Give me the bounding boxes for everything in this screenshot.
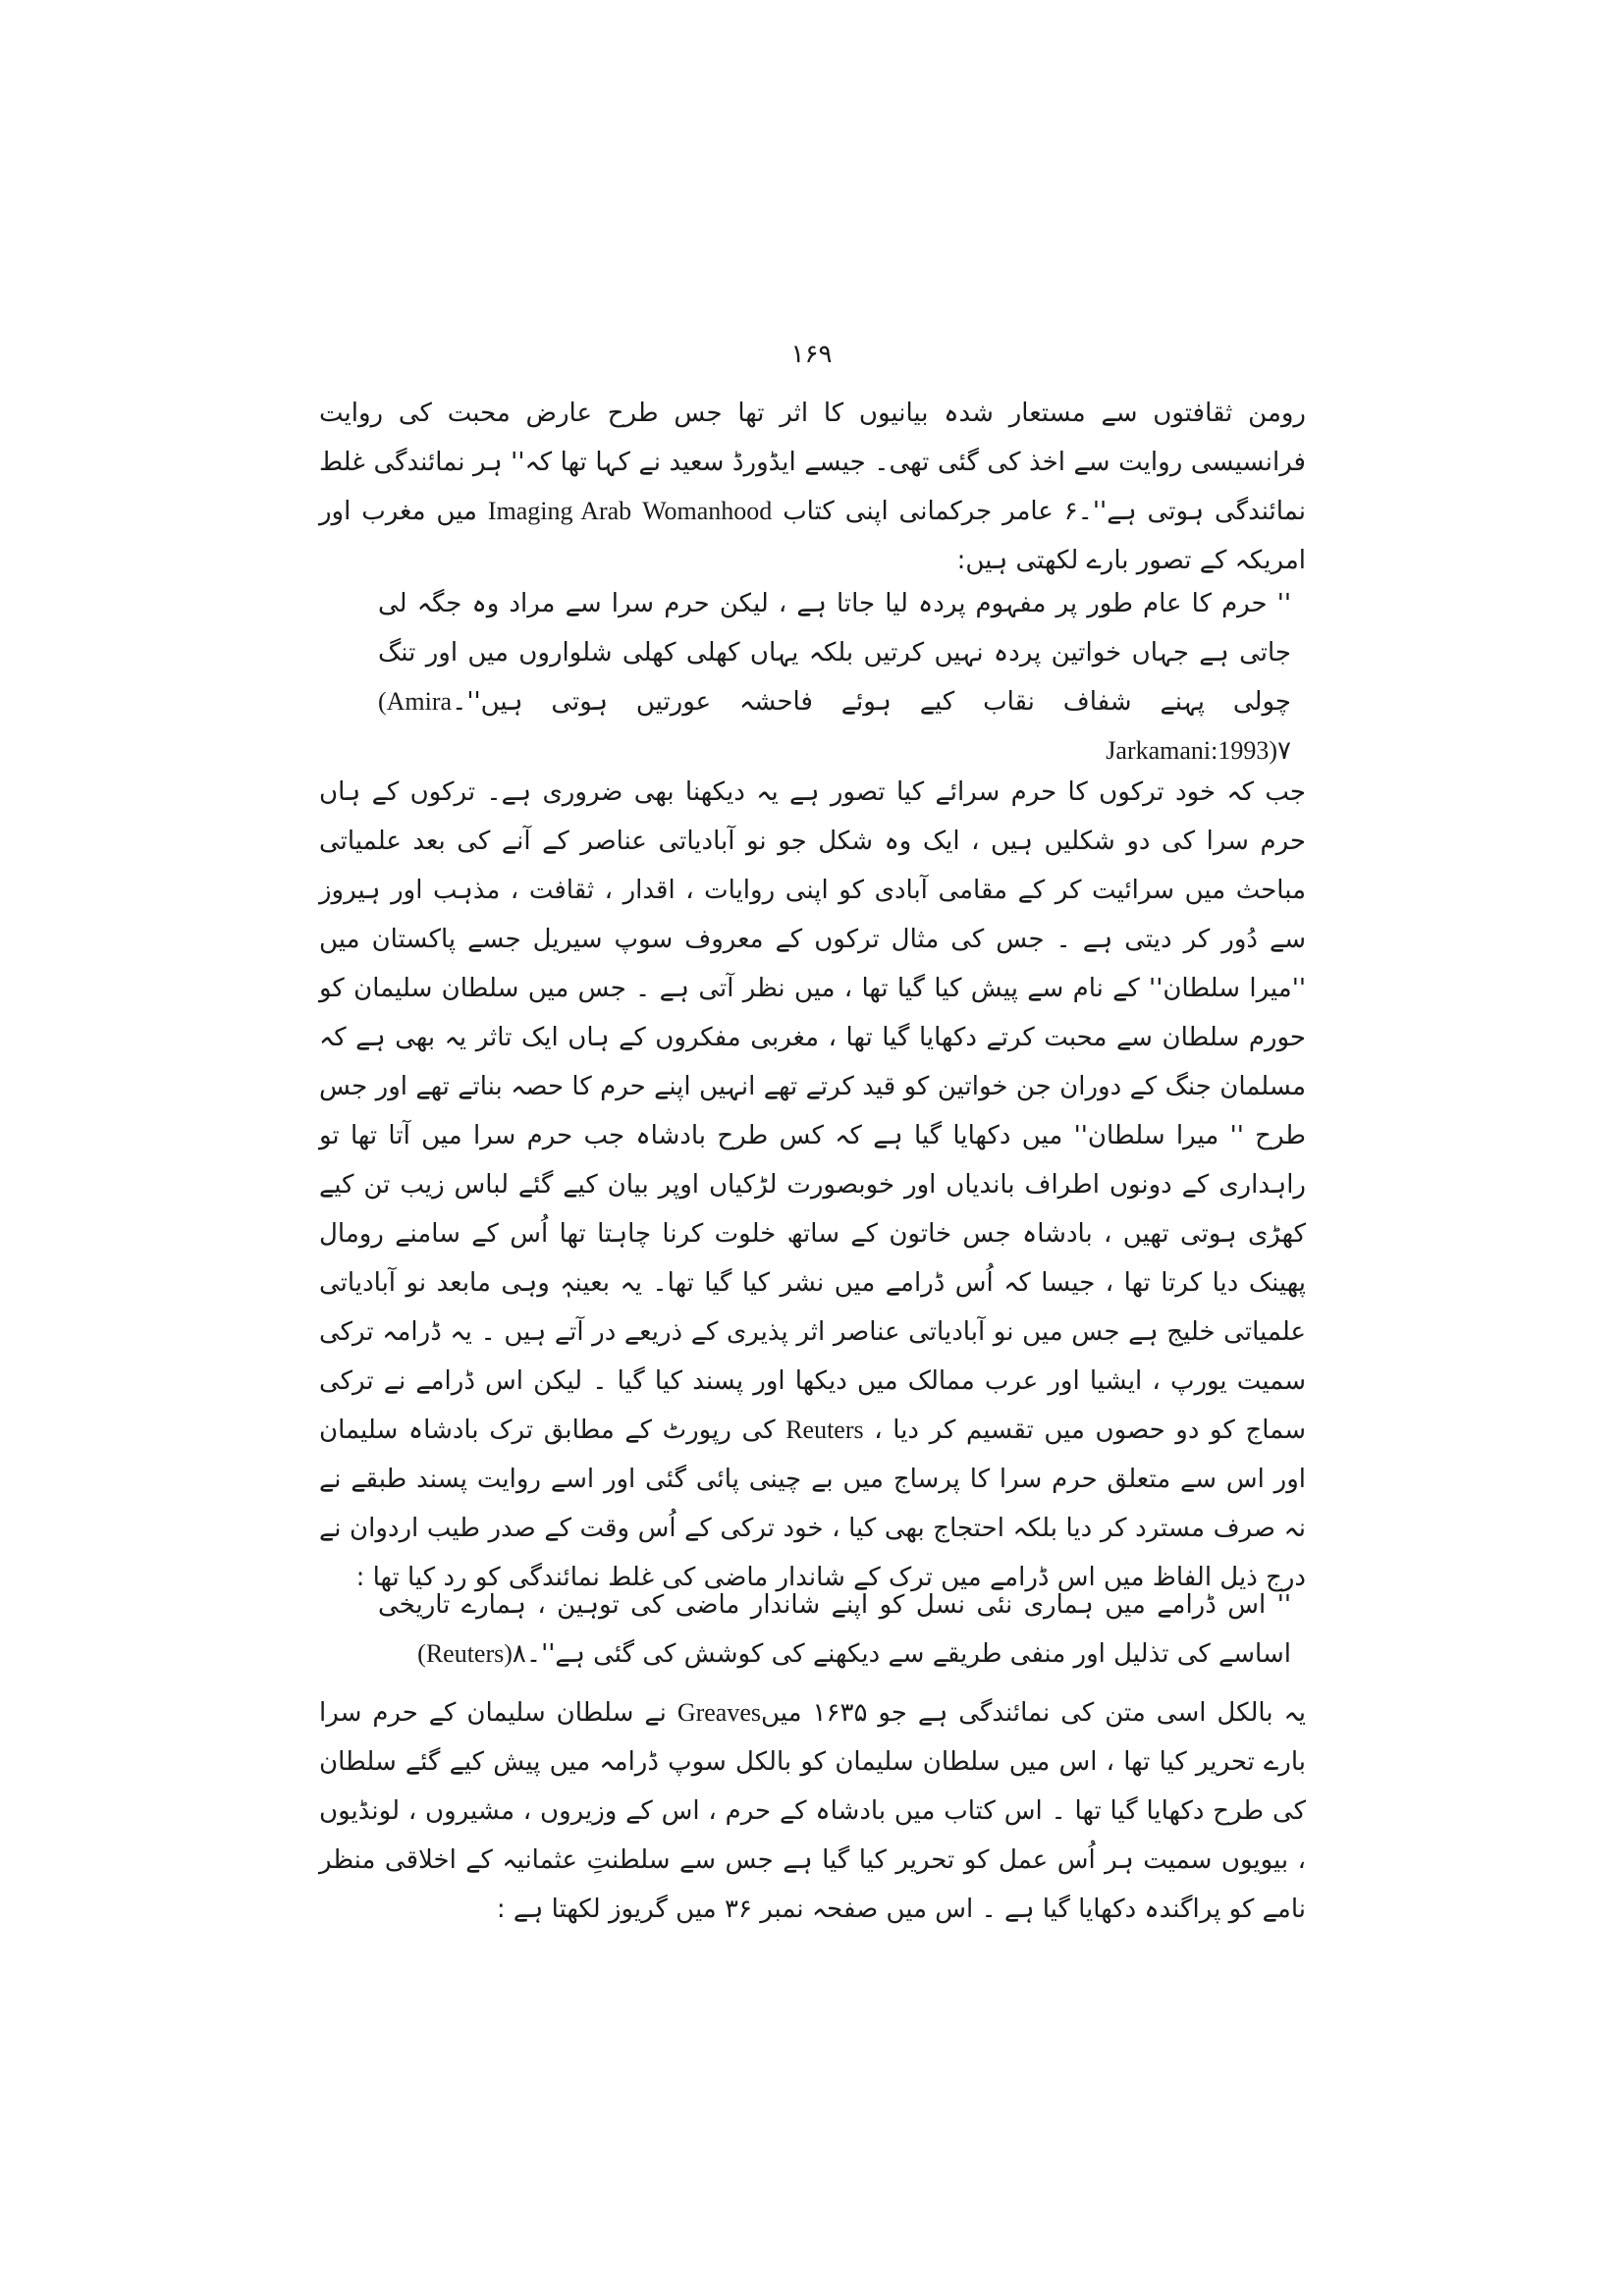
paragraph-1-line-3: میں مغرب اور امریکہ کے تصور بارے لکھتی ہیں: [319, 497, 1306, 575]
paragraph-1-line-1: رومن ثقافتوں سے مستعار شدہ بیانیوں کا اثر تھا جس طرح عارض محبت کی روایت فرانسیسی روایت سے اخذ کی گئی تھی۔ [319, 399, 1306, 477]
quote-1-text: '' حرم کا عام طور پر مفہوم پردہ لیا جاتا ہے ، لیکن حرم سرا سے مراد وہ جگہ لی جاتی ہے جہاں خواتین پردہ نہیں کرتیں بلکہ یہاں کھلی کھلی شلواروں میں اور تنگ چولی پہنے شفاف نقاب کیے ہوئے فاحشہ عورتیں ہوتی ہیں''۔ [378, 589, 1291, 717]
page-number: ۱۶۹ [790, 340, 833, 369]
quote-1-citation: (Amira Jarkamani:1993) [378, 687, 1278, 765]
block-quote-2 [378, 1580, 1291, 1679]
greaves-label: Greaves [676, 1698, 761, 1727]
book-title-part-1: Imaging Arab [487, 497, 632, 525]
paragraph-1 [319, 389, 1306, 585]
quote-2-citation: (Reuters) [417, 1639, 513, 1668]
paragraph-1-line-2: جیسے ایڈورڈ سعید نے کہا تھا کہ'' ہر نمائندگی غلط نمائندگی ہوتی ہے''۔۶ عامر جرکمانی اپنی کتاب [319, 448, 1306, 526]
paragraph-2 [319, 768, 1306, 1602]
quote-2-text: '' اس ڈرامے میں ہماری نئی نسل کو اپنے شاندار ماضی کی توہین ، ہمارے تاریخی اساسے کی تذلیل اور منفی طریقے سے دیکھنے کی کوشش کی گئی ہے''۔ [378, 1590, 1291, 1669]
paragraph-2-text-b: کی رپورٹ کے مطابق ترک بادشاہ سلیمان اور اس سے متعلق حرم سرا کا پرساج میں بے چینی پائی گئی اور اسے روایت پسند طبقے نے نہ صرف مسترد کر دیا بلکہ احتجاج بھی کیا ، خود ترکی کے اُس وقت کے صدر طیب اردوان نے درج ذیل الفاظ میں اس ڈرامے میں ترک کے شاندار ماضی کی غلط نمائندگی کو رد کیا تھا : [319, 1415, 1306, 1592]
reuters-label: Reuters [785, 1415, 864, 1444]
paragraph-3 [319, 1688, 1306, 1934]
paragraph-2-text-a: جب کہ خود ترکوں کا حرم سرائے کیا تصور ہے یہ دیکھنا بھی ضروری ہے۔ ترکوں کے ہاں حرم سرا کی دو شکلیں ہیں ، ایک وہ شکل جو نو آبادیاتی عناصر کے آنے کی بعد علمیاتی مباحث میں سرائیت کر کے مقامی آبادی کو اپنی روایات ، اقدار ، ثقافت ، مذہب اور ہیروز سے دُور کر دیتی ہے ۔ جس کی مثال ترکوں کے معروف سوپ سیریل جسے پاکستان میں ''میرا سلطان'' کے نام سے پیش کیا گیا تھا ، میں نظر آتی ہے ۔ جس میں سلطان سلیمان کو حورم سلطان سے محبت کرتے دکھایا گیا تھا ، مغربی مفکروں کے ہاں ایک تاثر یہ بھی ہے کہ مسلمان جنگ کے دوران جن خواتین کو قید کرتے تھے انہیں اپنے حرم کا حصہ بناتے تھے اور جس طرح '' میرا سلطان'' میں دکھایا گیا ہے کہ کس طرح بادشاہ جب حرم سرا میں آتا تھا تو راہداری کے دونوں اطراف باندیاں اور خوبصورت لڑکیاں اوپر بیان کیے گئے لباس زیب تن کیے کھڑی ہوتی تھیں ، بادشاہ جس خاتون کے ساتھ خلوت کرنا چاہتا تھا اُس کے سامنے رومال پھینک دیا کرتا تھا ، جیسا کہ اُس ڈرامے میں نشر کیا گیا تھا۔ یہ بعینہٖ وہی مابعد نو آبادیاتی علمیاتی خلیج ہے جس میں نو آبادیاتی عناصر اثر پذیری کے ذریعے در آتے ہیں ۔ یہ ڈرامہ ترکی سمیت یورپ ، ایشیا اور عرب ممالک میں دیکھا اور پسند کیا گیا ۔ لیکن اس ڈرامے نے ترکی سماج کو دو حصوں میں تقسیم کر دیا ، [319, 777, 1306, 1445]
paragraph-3-text-b: نے سلطان سلیمان کے حرم سرا بارے تحریر کیا تھا ، اس میں سلطان سلیمان کو بالکل سوپ ڈرامہ میں پیش کیے گئے سلطان کی طرح دکھایا گیا تھا ۔ اس کتاب میں بادشاہ کے حرم ، اس کے وزیروں ، مشیروں ، لونڈیوں ، بیویوں سمیت ہر اُس عمل کو تحریر کیا گیا ہے جس سے سلطنتِ عثمانیہ کے اخلاقی منظر نامے کو پراگندہ دکھایا گیا ہے ۔ اس میں صفحہ نمبر ۳۶ میں گریوز لکھتا ہے : [319, 1698, 1306, 1924]
paragraph-3-text-a: یہ بالکل اسی متن کی نمائندگی ہے جو ۱۶۳۵ میں [761, 1698, 1306, 1728]
book-title-part-2: Womanhood [642, 497, 773, 525]
quote-1-ref: ۷ [1277, 736, 1291, 766]
block-quote-1 [378, 579, 1291, 775]
quote-2-ref: ۸ [512, 1639, 526, 1669]
